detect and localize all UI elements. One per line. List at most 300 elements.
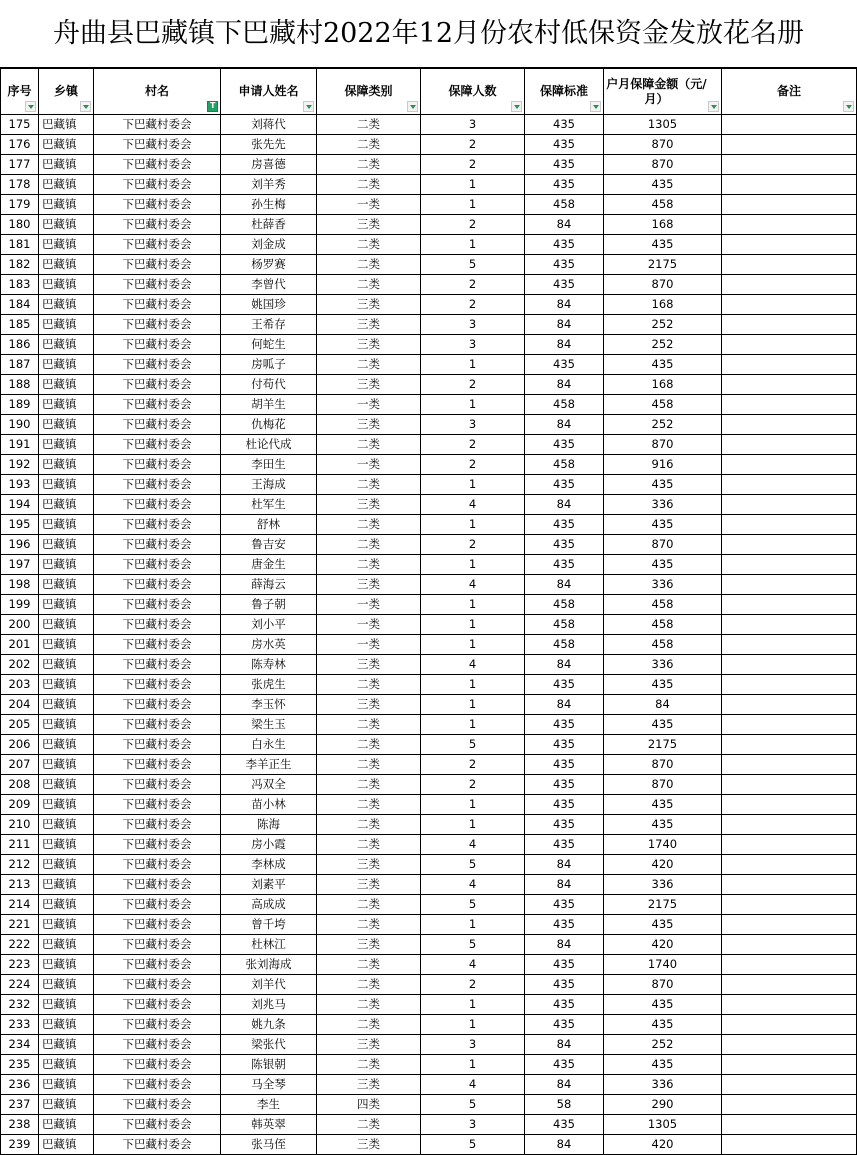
cell-index[interactable]: 198 (1, 575, 39, 595)
cell-persons[interactable]: 2 (421, 375, 525, 395)
cell-remarks[interactable] (722, 655, 857, 675)
cell-village[interactable]: 下巴藏村委会 (94, 1115, 221, 1135)
cell-amount[interactable]: 870 (604, 435, 722, 455)
cell-applicant[interactable]: 张马侄 (221, 1135, 317, 1155)
cell-persons[interactable]: 4 (421, 1075, 525, 1095)
cell-applicant[interactable]: 冯双全 (221, 775, 317, 795)
cell-category[interactable]: 二类 (317, 115, 421, 135)
cell-category[interactable]: 二类 (317, 915, 421, 935)
cell-category[interactable]: 一类 (317, 635, 421, 655)
cell-category[interactable]: 一类 (317, 395, 421, 415)
cell-index[interactable]: 213 (1, 875, 39, 895)
cell-township[interactable]: 巴藏镇 (39, 855, 94, 875)
cell-standard[interactable]: 435 (525, 995, 604, 1015)
cell-village[interactable]: 下巴藏村委会 (94, 155, 221, 175)
cell-township[interactable]: 巴藏镇 (39, 735, 94, 755)
cell-amount[interactable]: 435 (604, 675, 722, 695)
cell-standard[interactable]: 435 (525, 115, 604, 135)
cell-index[interactable]: 237 (1, 1095, 39, 1115)
cell-persons[interactable]: 1 (421, 355, 525, 375)
cell-remarks[interactable] (722, 675, 857, 695)
cell-standard[interactable]: 458 (525, 395, 604, 415)
cell-remarks[interactable] (722, 535, 857, 555)
cell-amount[interactable]: 458 (604, 615, 722, 635)
cell-category[interactable]: 四类 (317, 1095, 421, 1115)
cell-index[interactable]: 196 (1, 535, 39, 555)
cell-persons[interactable]: 2 (421, 975, 525, 995)
cell-standard[interactable]: 435 (525, 955, 604, 975)
cell-index[interactable]: 211 (1, 835, 39, 855)
cell-persons[interactable]: 1 (421, 995, 525, 1015)
cell-remarks[interactable] (722, 315, 857, 335)
cell-amount[interactable]: 870 (604, 275, 722, 295)
cell-standard[interactable]: 435 (525, 715, 604, 735)
cell-remarks[interactable] (722, 335, 857, 355)
cell-index[interactable]: 175 (1, 115, 39, 135)
cell-persons[interactable]: 4 (421, 655, 525, 675)
cell-persons[interactable]: 1 (421, 615, 525, 635)
cell-category[interactable]: 二类 (317, 135, 421, 155)
cell-applicant[interactable]: 胡羊生 (221, 395, 317, 415)
cell-applicant[interactable]: 张刘海成 (221, 955, 317, 975)
cell-village[interactable]: 下巴藏村委会 (94, 795, 221, 815)
cell-amount[interactable]: 336 (604, 655, 722, 675)
cell-township[interactable]: 巴藏镇 (39, 215, 94, 235)
cell-amount[interactable]: 420 (604, 855, 722, 875)
cell-amount[interactable]: 1305 (604, 1115, 722, 1135)
cell-amount[interactable]: 870 (604, 155, 722, 175)
cell-applicant[interactable]: 刘小平 (221, 615, 317, 635)
cell-category[interactable]: 二类 (317, 555, 421, 575)
cell-township[interactable]: 巴藏镇 (39, 1095, 94, 1115)
cell-index[interactable]: 207 (1, 755, 39, 775)
cell-applicant[interactable]: 杜薛香 (221, 215, 317, 235)
cell-standard[interactable]: 435 (525, 795, 604, 815)
cell-applicant[interactable]: 韩英翠 (221, 1115, 317, 1135)
cell-township[interactable]: 巴藏镇 (39, 755, 94, 775)
cell-amount[interactable]: 435 (604, 1055, 722, 1075)
cell-township[interactable]: 巴藏镇 (39, 115, 94, 135)
cell-category[interactable]: 二类 (317, 895, 421, 915)
cell-standard[interactable]: 435 (525, 275, 604, 295)
cell-category[interactable]: 二类 (317, 675, 421, 695)
cell-persons[interactable]: 3 (421, 415, 525, 435)
cell-village[interactable]: 下巴藏村委会 (94, 635, 221, 655)
cell-remarks[interactable] (722, 435, 857, 455)
cell-applicant[interactable]: 房呱子 (221, 355, 317, 375)
cell-index[interactable]: 177 (1, 155, 39, 175)
cell-township[interactable]: 巴藏镇 (39, 1035, 94, 1055)
cell-index[interactable]: 210 (1, 815, 39, 835)
cell-applicant[interactable]: 曾千垮 (221, 915, 317, 935)
cell-category[interactable]: 三类 (317, 215, 421, 235)
cell-category[interactable]: 二类 (317, 255, 421, 275)
cell-index[interactable]: 186 (1, 335, 39, 355)
cell-township[interactable]: 巴藏镇 (39, 555, 94, 575)
cell-category[interactable]: 一类 (317, 615, 421, 635)
cell-township[interactable]: 巴藏镇 (39, 595, 94, 615)
cell-township[interactable]: 巴藏镇 (39, 535, 94, 555)
cell-index[interactable]: 188 (1, 375, 39, 395)
cell-index[interactable]: 195 (1, 515, 39, 535)
cell-township[interactable]: 巴藏镇 (39, 335, 94, 355)
cell-standard[interactable]: 435 (525, 815, 604, 835)
cell-category[interactable]: 三类 (317, 935, 421, 955)
cell-category[interactable]: 二类 (317, 355, 421, 375)
cell-applicant[interactable]: 李玉怀 (221, 695, 317, 715)
cell-village[interactable]: 下巴藏村委会 (94, 475, 221, 495)
cell-township[interactable]: 巴藏镇 (39, 375, 94, 395)
cell-persons[interactable]: 1 (421, 1015, 525, 1035)
cell-amount[interactable]: 435 (604, 175, 722, 195)
cell-persons[interactable]: 1 (421, 515, 525, 535)
cell-remarks[interactable] (722, 115, 857, 135)
filter-dropdown-icon[interactable] (25, 101, 36, 112)
cell-amount[interactable]: 435 (604, 475, 722, 495)
cell-township[interactable]: 巴藏镇 (39, 615, 94, 635)
cell-township[interactable]: 巴藏镇 (39, 635, 94, 655)
cell-category[interactable]: 二类 (317, 835, 421, 855)
cell-persons[interactable]: 2 (421, 775, 525, 795)
cell-index[interactable]: 184 (1, 295, 39, 315)
cell-amount[interactable]: 336 (604, 495, 722, 515)
filter-dropdown-icon[interactable] (843, 101, 854, 112)
cell-village[interactable]: 下巴藏村委会 (94, 275, 221, 295)
cell-persons[interactable]: 2 (421, 215, 525, 235)
cell-village[interactable]: 下巴藏村委会 (94, 915, 221, 935)
cell-applicant[interactable]: 何蛇生 (221, 335, 317, 355)
cell-village[interactable]: 下巴藏村委会 (94, 435, 221, 455)
cell-amount[interactable]: 336 (604, 1075, 722, 1095)
cell-township[interactable]: 巴藏镇 (39, 895, 94, 915)
cell-township[interactable]: 巴藏镇 (39, 175, 94, 195)
cell-applicant[interactable]: 杨罗赛 (221, 255, 317, 275)
cell-applicant[interactable]: 王海成 (221, 475, 317, 495)
cell-village[interactable]: 下巴藏村委会 (94, 735, 221, 755)
cell-township[interactable]: 巴藏镇 (39, 675, 94, 695)
cell-index[interactable]: 209 (1, 795, 39, 815)
cell-remarks[interactable] (722, 735, 857, 755)
cell-index[interactable]: 189 (1, 395, 39, 415)
cell-village[interactable]: 下巴藏村委会 (94, 575, 221, 595)
cell-persons[interactable]: 2 (421, 155, 525, 175)
cell-persons[interactable]: 1 (421, 175, 525, 195)
cell-index[interactable]: 239 (1, 1135, 39, 1155)
cell-village[interactable]: 下巴藏村委会 (94, 835, 221, 855)
cell-persons[interactable]: 4 (421, 955, 525, 975)
cell-standard[interactable]: 435 (525, 555, 604, 575)
cell-standard[interactable]: 435 (525, 515, 604, 535)
cell-amount[interactable]: 916 (604, 455, 722, 475)
cell-applicant[interactable]: 马全琴 (221, 1075, 317, 1095)
cell-remarks[interactable] (722, 935, 857, 955)
cell-category[interactable]: 二类 (317, 155, 421, 175)
cell-index[interactable]: 192 (1, 455, 39, 475)
cell-township[interactable]: 巴藏镇 (39, 455, 94, 475)
cell-township[interactable]: 巴藏镇 (39, 195, 94, 215)
cell-standard[interactable]: 435 (525, 775, 604, 795)
cell-amount[interactable]: 458 (604, 395, 722, 415)
cell-index[interactable]: 190 (1, 415, 39, 435)
cell-village[interactable]: 下巴藏村委会 (94, 895, 221, 915)
cell-standard[interactable]: 435 (525, 1055, 604, 1075)
cell-index[interactable]: 183 (1, 275, 39, 295)
cell-persons[interactable]: 4 (421, 575, 525, 595)
cell-index[interactable]: 233 (1, 1015, 39, 1035)
cell-index[interactable]: 180 (1, 215, 39, 235)
cell-applicant[interactable]: 王希存 (221, 315, 317, 335)
cell-remarks[interactable] (722, 295, 857, 315)
cell-amount[interactable]: 870 (604, 135, 722, 155)
cell-applicant[interactable]: 房水英 (221, 635, 317, 655)
cell-standard[interactable]: 435 (525, 1015, 604, 1035)
cell-category[interactable]: 二类 (317, 975, 421, 995)
cell-township[interactable]: 巴藏镇 (39, 415, 94, 435)
cell-standard[interactable]: 435 (525, 435, 604, 455)
cell-standard[interactable]: 435 (525, 475, 604, 495)
cell-remarks[interactable] (722, 1055, 857, 1075)
cell-applicant[interactable]: 张先先 (221, 135, 317, 155)
cell-standard[interactable]: 435 (525, 735, 604, 755)
cell-category[interactable]: 二类 (317, 995, 421, 1015)
cell-remarks[interactable] (722, 875, 857, 895)
cell-village[interactable]: 下巴藏村委会 (94, 1095, 221, 1115)
cell-category[interactable]: 三类 (317, 295, 421, 315)
cell-category[interactable]: 二类 (317, 1055, 421, 1075)
cell-index[interactable]: 214 (1, 895, 39, 915)
cell-applicant[interactable]: 姚九条 (221, 1015, 317, 1035)
cell-applicant[interactable]: 薛海云 (221, 575, 317, 595)
cell-village[interactable]: 下巴藏村委会 (94, 975, 221, 995)
cell-amount[interactable]: 252 (604, 1035, 722, 1055)
cell-category[interactable]: 二类 (317, 735, 421, 755)
cell-category[interactable]: 二类 (317, 815, 421, 835)
filter-dropdown-icon[interactable] (708, 101, 719, 112)
filter-dropdown-icon[interactable] (407, 101, 418, 112)
cell-village[interactable]: 下巴藏村委会 (94, 1055, 221, 1075)
cell-category[interactable]: 三类 (317, 335, 421, 355)
cell-standard[interactable]: 435 (525, 975, 604, 995)
cell-township[interactable]: 巴藏镇 (39, 255, 94, 275)
cell-remarks[interactable] (722, 1095, 857, 1115)
cell-amount[interactable]: 1740 (604, 835, 722, 855)
cell-applicant[interactable]: 杜论代成 (221, 435, 317, 455)
cell-category[interactable]: 二类 (317, 955, 421, 975)
cell-standard[interactable]: 435 (525, 535, 604, 555)
cell-amount[interactable]: 336 (604, 575, 722, 595)
cell-applicant[interactable]: 李曾代 (221, 275, 317, 295)
cell-standard[interactable]: 58 (525, 1095, 604, 1115)
cell-category[interactable]: 三类 (317, 1135, 421, 1155)
cell-township[interactable]: 巴藏镇 (39, 295, 94, 315)
cell-remarks[interactable] (722, 695, 857, 715)
cell-village[interactable]: 下巴藏村委会 (94, 455, 221, 475)
cell-applicant[interactable]: 鲁吉安 (221, 535, 317, 555)
cell-applicant[interactable]: 刘蒋代 (221, 115, 317, 135)
cell-applicant[interactable]: 张虎生 (221, 675, 317, 695)
cell-village[interactable]: 下巴藏村委会 (94, 495, 221, 515)
cell-village[interactable]: 下巴藏村委会 (94, 295, 221, 315)
cell-category[interactable]: 二类 (317, 235, 421, 255)
cell-applicant[interactable]: 梁张代 (221, 1035, 317, 1055)
cell-index[interactable]: 199 (1, 595, 39, 615)
cell-persons[interactable]: 1 (421, 915, 525, 935)
cell-amount[interactable]: 435 (604, 515, 722, 535)
cell-standard[interactable]: 84 (525, 215, 604, 235)
cell-amount[interactable]: 168 (604, 215, 722, 235)
cell-applicant[interactable]: 姚国珍 (221, 295, 317, 315)
cell-applicant[interactable]: 刘兆马 (221, 995, 317, 1015)
cell-remarks[interactable] (722, 455, 857, 475)
cell-township[interactable]: 巴藏镇 (39, 1055, 94, 1075)
cell-standard[interactable]: 435 (525, 155, 604, 175)
cell-index[interactable]: 181 (1, 235, 39, 255)
cell-village[interactable]: 下巴藏村委会 (94, 555, 221, 575)
cell-township[interactable]: 巴藏镇 (39, 515, 94, 535)
cell-remarks[interactable] (722, 595, 857, 615)
cell-amount[interactable]: 435 (604, 1015, 722, 1035)
cell-index[interactable]: 203 (1, 675, 39, 695)
cell-index[interactable]: 234 (1, 1035, 39, 1055)
cell-standard[interactable]: 435 (525, 175, 604, 195)
cell-remarks[interactable] (722, 235, 857, 255)
cell-township[interactable]: 巴藏镇 (39, 135, 94, 155)
cell-category[interactable]: 二类 (317, 775, 421, 795)
cell-applicant[interactable]: 杜林江 (221, 935, 317, 955)
cell-persons[interactable]: 1 (421, 695, 525, 715)
cell-township[interactable]: 巴藏镇 (39, 775, 94, 795)
cell-applicant[interactable]: 刘羊秀 (221, 175, 317, 195)
cell-standard[interactable]: 435 (525, 675, 604, 695)
cell-remarks[interactable] (722, 795, 857, 815)
cell-persons[interactable]: 1 (421, 675, 525, 695)
cell-persons[interactable]: 5 (421, 255, 525, 275)
cell-village[interactable]: 下巴藏村委会 (94, 1075, 221, 1095)
cell-standard[interactable]: 84 (525, 335, 604, 355)
cell-remarks[interactable] (722, 715, 857, 735)
cell-persons[interactable]: 1 (421, 555, 525, 575)
cell-remarks[interactable] (722, 415, 857, 435)
cell-village[interactable]: 下巴藏村委会 (94, 355, 221, 375)
cell-standard[interactable]: 435 (525, 755, 604, 775)
cell-category[interactable]: 三类 (317, 495, 421, 515)
cell-village[interactable]: 下巴藏村委会 (94, 595, 221, 615)
cell-village[interactable]: 下巴藏村委会 (94, 315, 221, 335)
cell-category[interactable]: 三类 (317, 695, 421, 715)
cell-township[interactable]: 巴藏镇 (39, 795, 94, 815)
cell-amount[interactable]: 252 (604, 315, 722, 335)
cell-category[interactable]: 二类 (317, 175, 421, 195)
cell-persons[interactable]: 2 (421, 535, 525, 555)
cell-township[interactable]: 巴藏镇 (39, 935, 94, 955)
cell-standard[interactable]: 84 (525, 575, 604, 595)
cell-applicant[interactable]: 杜军生 (221, 495, 317, 515)
cell-persons[interactable]: 2 (421, 135, 525, 155)
cell-remarks[interactable] (722, 175, 857, 195)
cell-village[interactable]: 下巴藏村委会 (94, 235, 221, 255)
cell-category[interactable]: 二类 (317, 435, 421, 455)
cell-index[interactable]: 197 (1, 555, 39, 575)
cell-persons[interactable]: 3 (421, 315, 525, 335)
cell-persons[interactable]: 1 (421, 475, 525, 495)
cell-remarks[interactable] (722, 515, 857, 535)
cell-index[interactable]: 221 (1, 915, 39, 935)
cell-amount[interactable]: 435 (604, 815, 722, 835)
cell-remarks[interactable] (722, 895, 857, 915)
cell-township[interactable]: 巴藏镇 (39, 355, 94, 375)
cell-village[interactable]: 下巴藏村委会 (94, 675, 221, 695)
cell-index[interactable]: 194 (1, 495, 39, 515)
cell-township[interactable]: 巴藏镇 (39, 655, 94, 675)
cell-village[interactable]: 下巴藏村委会 (94, 195, 221, 215)
cell-township[interactable]: 巴藏镇 (39, 1115, 94, 1135)
cell-category[interactable]: 二类 (317, 275, 421, 295)
cell-category[interactable]: 三类 (317, 1035, 421, 1055)
cell-standard[interactable]: 435 (525, 135, 604, 155)
cell-amount[interactable]: 290 (604, 1095, 722, 1115)
cell-applicant[interactable]: 李林成 (221, 855, 317, 875)
cell-persons[interactable]: 4 (421, 875, 525, 895)
cell-remarks[interactable] (722, 555, 857, 575)
cell-standard[interactable]: 84 (525, 1075, 604, 1095)
cell-standard[interactable]: 84 (525, 295, 604, 315)
cell-remarks[interactable] (722, 155, 857, 175)
cell-category[interactable]: 三类 (317, 415, 421, 435)
cell-remarks[interactable] (722, 975, 857, 995)
cell-standard[interactable]: 458 (525, 455, 604, 475)
cell-standard[interactable]: 435 (525, 915, 604, 935)
cell-township[interactable]: 巴藏镇 (39, 915, 94, 935)
cell-remarks[interactable] (722, 1015, 857, 1035)
cell-index[interactable]: 238 (1, 1115, 39, 1135)
cell-index[interactable]: 185 (1, 315, 39, 335)
cell-remarks[interactable] (722, 1075, 857, 1095)
cell-index[interactable]: 204 (1, 695, 39, 715)
cell-amount[interactable]: 870 (604, 535, 722, 555)
cell-village[interactable]: 下巴藏村委会 (94, 1135, 221, 1155)
cell-persons[interactable]: 2 (421, 755, 525, 775)
cell-category[interactable]: 三类 (317, 875, 421, 895)
cell-village[interactable]: 下巴藏村委会 (94, 335, 221, 355)
cell-standard[interactable]: 435 (525, 835, 604, 855)
cell-index[interactable]: 176 (1, 135, 39, 155)
cell-township[interactable]: 巴藏镇 (39, 1135, 94, 1155)
cell-category[interactable]: 二类 (317, 535, 421, 555)
cell-amount[interactable]: 420 (604, 1135, 722, 1155)
cell-index[interactable]: 224 (1, 975, 39, 995)
cell-remarks[interactable] (722, 355, 857, 375)
cell-township[interactable]: 巴藏镇 (39, 875, 94, 895)
cell-remarks[interactable] (722, 635, 857, 655)
cell-category[interactable]: 二类 (317, 515, 421, 535)
cell-amount[interactable]: 2175 (604, 735, 722, 755)
cell-index[interactable]: 191 (1, 435, 39, 455)
cell-standard[interactable]: 84 (525, 415, 604, 435)
cell-village[interactable]: 下巴藏村委会 (94, 1035, 221, 1055)
cell-village[interactable]: 下巴藏村委会 (94, 935, 221, 955)
cell-amount[interactable]: 870 (604, 755, 722, 775)
cell-standard[interactable]: 84 (525, 855, 604, 875)
cell-index[interactable]: 200 (1, 615, 39, 635)
cell-village[interactable]: 下巴藏村委会 (94, 395, 221, 415)
cell-remarks[interactable] (722, 575, 857, 595)
cell-amount[interactable]: 2175 (604, 255, 722, 275)
cell-remarks[interactable] (722, 1035, 857, 1055)
cell-applicant[interactable]: 鲁子朝 (221, 595, 317, 615)
cell-standard[interactable]: 84 (525, 1035, 604, 1055)
cell-amount[interactable]: 252 (604, 335, 722, 355)
cell-remarks[interactable] (722, 1115, 857, 1135)
